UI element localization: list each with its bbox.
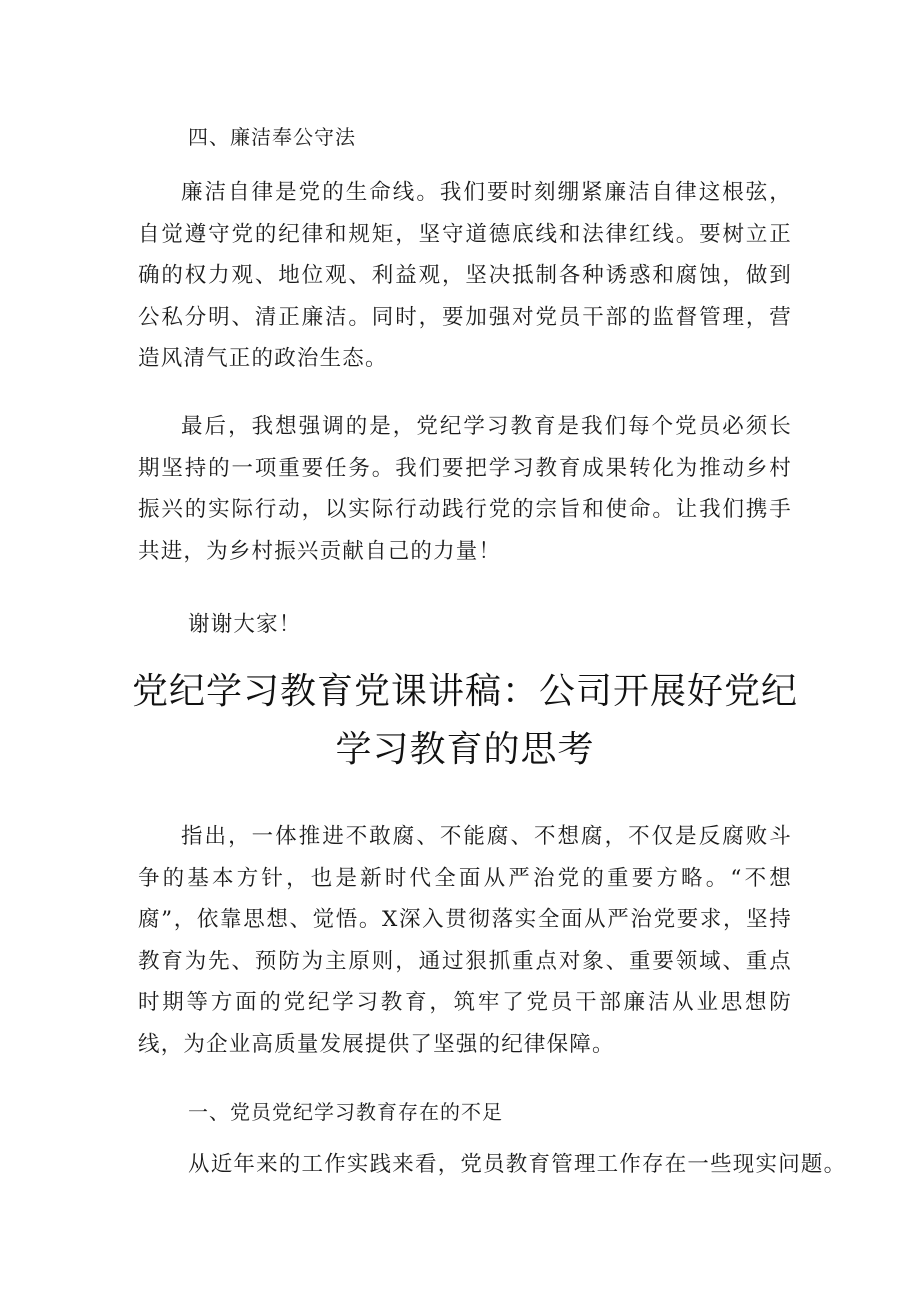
section-heading-shortcomings: 一、党员党纪学习教育存在的不足 [188,1100,503,1124]
section-heading-integrity: 四、廉洁奉公守法 [188,125,356,149]
paragraph-integrity: 廉洁自律是党的生命线。我们要时刻绷紧廉洁自律这根弦，自觉遵守党的纪律和规矩，坚守道德底线和法律红线。要树立正确的权力观、地位观、利益观，坚决抵制各种诱惑和腐蚀，做到公私分明、清正廉洁。同时，要加强对党员干部的监督管理，营造风清气正的政治生态。 [138,180,792,371]
paragraph-closing: 最后，我想强调的是，党纪学习教育是我们每个党员必须长期坚持的一项重要任务。我们要把学习教育成果转化为推动乡村振兴的实际行动，以实际行动践行党的宗旨和使命。让我们携手共进，为乡村振兴贡献自己的力量！ [138,414,792,564]
article-title: 党纪学习教育党课讲稿：公司开展好党纪学习教育的思考 [131,671,798,770]
thanks-line: 谢谢大家！ [188,612,302,637]
paragraph-shortcomings: 从近年来的工作实践来看，党员教育管理工作存在一些现实问题。 [188,1152,847,1177]
paragraph-intro: 指出，一体推进不敢腐、不能腐、不想腐，不仅是反腐败斗争的基本方针，也是新时代全面从严治党的重要方略。“不想腐”，依靠思想、觉悟。X深入贯彻落实全面从严治党要求，坚持教育为先、预防为主原则，通过狠抓重点对象、重要领域、重点时期等方面的党纪学习教育，筑牢了党员干部廉洁从业思想防线，为企业高质量发展提供了坚强的纪律保障。 [138,824,792,1057]
